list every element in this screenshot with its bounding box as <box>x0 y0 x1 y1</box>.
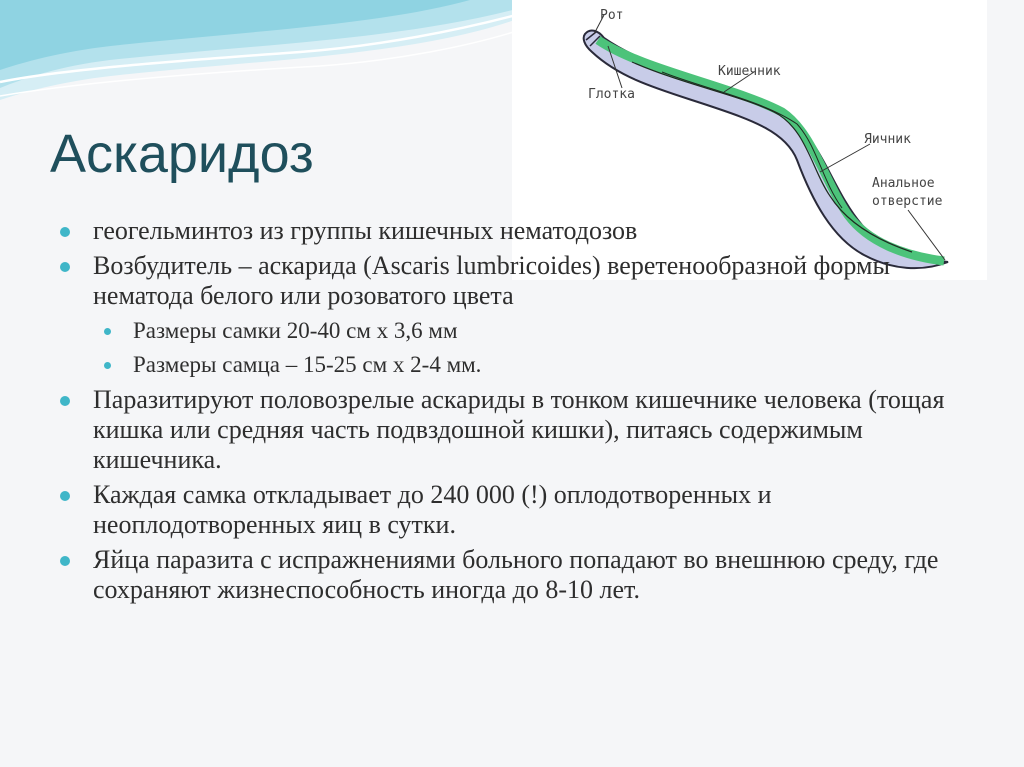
sub-bullet-item <box>60 351 980 379</box>
bullet-item <box>60 545 980 605</box>
bullet-text: Каждая самка откладывает до 240 000 (!) оплодотворенных и неоплодотворенных яиц в сутки. <box>93 480 772 539</box>
label-intestine: Кишечник <box>718 64 781 79</box>
slide-title: Аскаридоз <box>50 124 314 184</box>
label-anus-line2: отверстие <box>872 194 943 209</box>
bullet-dot-icon <box>60 556 70 566</box>
sub-bullet-dot-icon <box>104 362 111 369</box>
label-ovary: Яичник <box>864 132 911 147</box>
label-anus-line1: Анальное <box>872 176 935 191</box>
bullet-item <box>60 251 980 311</box>
bullet-item <box>60 480 980 540</box>
bullet-dot-icon <box>60 227 70 237</box>
sub-bullet-dot-icon <box>104 328 111 335</box>
sub-bullet-item <box>60 317 980 345</box>
bullet-list <box>60 216 980 610</box>
bullet-text: Паразитируют половозрелые аскариды в тонком кишечнике человека (тощая кишка или средняя часть подвздошной кишки), питаясь содержимым кишечника. <box>93 385 945 474</box>
bullet-text: Возбудитель – аскарида (Ascaris lumbricoides) веретенообразной формы нематода белого или розоватого цвета <box>93 251 890 310</box>
bullet-item <box>60 216 980 246</box>
sub-bullet-text: Размеры самки 20-40 см х 3,6 мм <box>133 318 458 343</box>
label-pharynx: Глотка <box>588 87 635 102</box>
bullet-text: геогельминтоз из группы кишечных нематодозов <box>93 216 638 245</box>
bullet-dot-icon <box>60 491 70 501</box>
bullet-text: Яйца паразита с испражнениями больного попадают во внешнюю среду, где сохраняют жизнеспособность иногда до 8-10 лет. <box>93 545 939 604</box>
bullet-dot-icon <box>60 262 70 272</box>
bullet-dot-icon <box>60 396 70 406</box>
wave-decoration <box>0 0 520 115</box>
leader-ovary <box>820 144 870 172</box>
sub-bullet-text: Размеры самца – 15-25 см х 2-4 мм. <box>133 352 482 377</box>
bullet-item <box>60 385 980 475</box>
label-mouth: Рот <box>600 8 624 23</box>
